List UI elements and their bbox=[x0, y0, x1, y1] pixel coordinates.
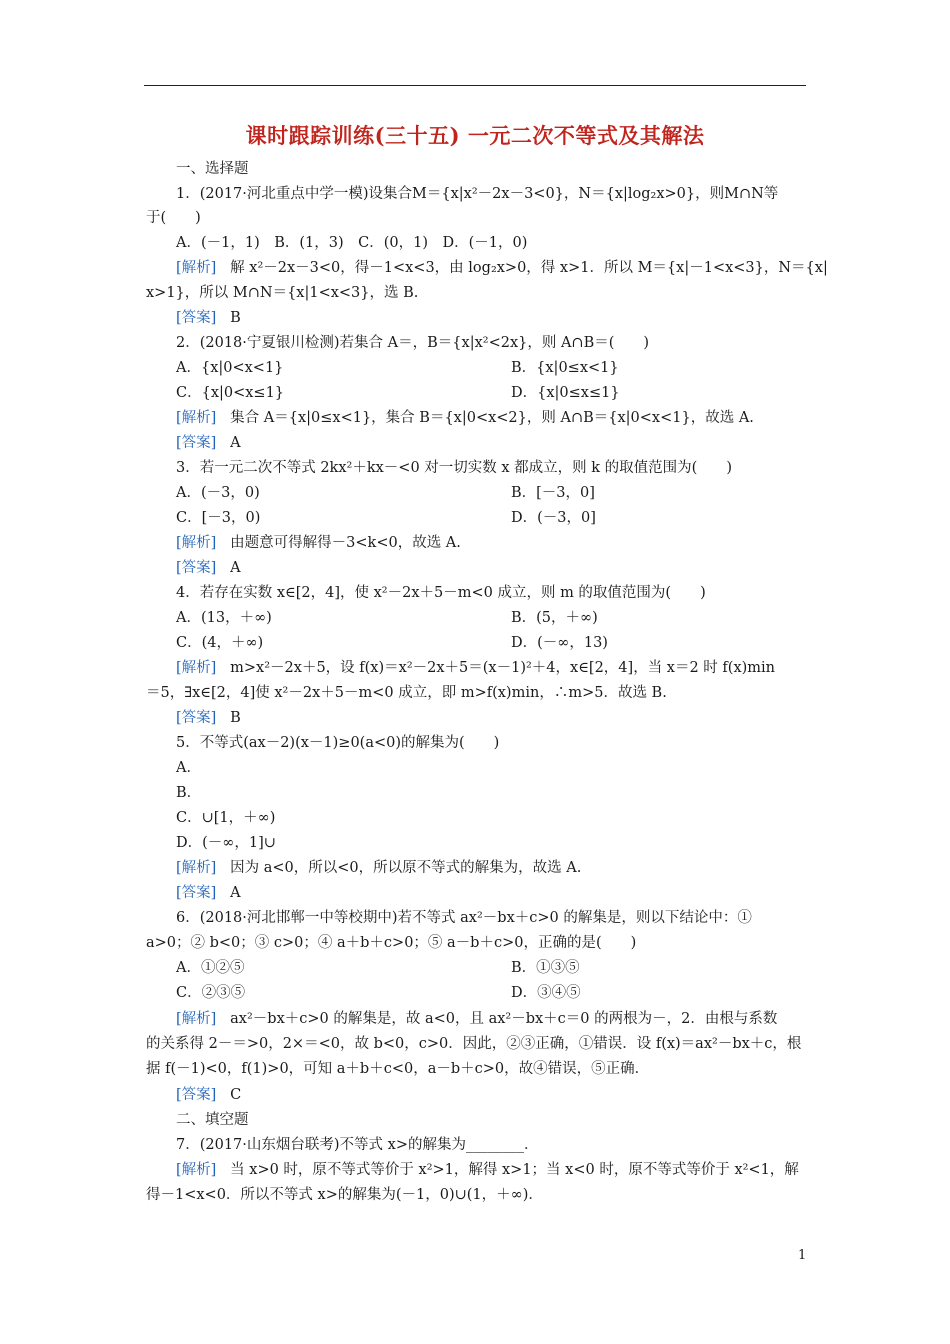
section-heading-choice: 一、选择题 bbox=[176, 161, 249, 177]
q2-option-d: D．{x|0≤x≤1} bbox=[511, 385, 620, 401]
q5-answer bbox=[176, 883, 241, 903]
q3-answer bbox=[176, 558, 241, 578]
q6-analysis-cont-1: 的关系得 2－＝>0，2×＝<0，故 b<0，c>0．因此，②③正确，①错误．设 f(x)＝ax²－bx＋c，根 bbox=[146, 1036, 802, 1052]
answer-tag: [答案] bbox=[176, 435, 217, 451]
q3-analysis bbox=[176, 533, 461, 553]
q5-analysis-text: 因为 a<0，所以<0，所以原不等式的解集为，故选 A. bbox=[230, 860, 582, 876]
answer-tag: [答案] bbox=[176, 310, 217, 326]
q6-option-a: A．①②⑤ bbox=[176, 960, 245, 976]
q3-stem: 3．若一元二次不等式 2kx²＋kx－<0 对一切实数 x 都成立，则 k 的取值范围为( ) bbox=[176, 460, 732, 476]
q4-option-a: A．(13，＋∞) bbox=[176, 610, 272, 626]
q2-answer-value: A bbox=[230, 435, 241, 451]
q1-analysis bbox=[176, 258, 828, 278]
q5-option-d: D．(－∞，1]∪ bbox=[176, 835, 276, 851]
q6-answer bbox=[176, 1085, 241, 1105]
answer-tag: [答案] bbox=[176, 1087, 217, 1103]
analysis-tag: [解析] bbox=[176, 1162, 217, 1178]
q3-answer-value: A bbox=[230, 560, 241, 576]
q3-analysis-text: 由题意可得解得－3<k<0，故选 A. bbox=[230, 535, 461, 551]
q4-analysis-text: m>x²－2x＋5，设 f(x)＝x²－2x＋5＝(x－1)²＋4，x∈[2，4]，当 x＝2 时 f(x)min bbox=[230, 660, 776, 676]
q6-option-c: C．②③⑤ bbox=[176, 985, 246, 1001]
q2-option-c: C．{x|0<x≤1} bbox=[176, 385, 285, 401]
q1-stem: 1．(2017·河北重点中学一模)设集合M＝{x|x²－2x－3<0}，N＝{x|log₂x>0}，则M∩N等 bbox=[176, 186, 779, 202]
q2-analysis-text: 集合 A＝{x|0≤x<1}，集合 B＝{x|0<x<2}，则 A∩B＝{x|0<x<1}，故选 A. bbox=[230, 410, 754, 426]
q4-option-d: D．(－∞，13) bbox=[511, 635, 608, 651]
q7-analysis-cont: 得－1<x<0．所以不等式 x>的解集为(－1，0)∪(1，＋∞)． bbox=[146, 1187, 543, 1203]
q2-option-a: A．{x|0<x<1} bbox=[176, 360, 284, 376]
q6-option-b: B．①③⑤ bbox=[511, 960, 580, 976]
q1-options: A．(－1，1) B．(1，3) C．(0，1) D．(－1，0) bbox=[176, 235, 528, 251]
q3-option-c: C．[－3，0) bbox=[176, 510, 261, 526]
q7-analysis bbox=[176, 1160, 799, 1180]
q6-analysis-cont-2: 据 f(－1)<0，f(1)>0，可知 a＋b＋c<0，a－b＋c>0，故④错误，⑤正确． bbox=[146, 1061, 650, 1077]
q5-option-a: A． bbox=[176, 760, 201, 776]
q6-analysis-text: ax²－bx＋c>0 的解集是，故 a<0，且 ax²－bx＋c＝0 的两根为－，2．由根与系数 bbox=[230, 1011, 778, 1027]
q3-option-d: D．(－3，0] bbox=[511, 510, 596, 526]
page-title: 课时跟踪训练(三十五) 一元二次不等式及其解法 bbox=[245, 123, 705, 148]
q5-option-c: C．∪[1，＋∞) bbox=[176, 810, 276, 826]
q5-analysis bbox=[176, 858, 581, 878]
q1-stem-cont: 于( ) bbox=[146, 210, 201, 226]
q5-stem: 5．不等式(ax－2)(x－1)≥0(a<0)的解集为( ) bbox=[176, 735, 500, 751]
q7-analysis-text: 当 x>0 时，原不等式等价于 x²>1，解得 x>1；当 x<0 时，原不等式等价于 x²<1，解 bbox=[230, 1162, 799, 1178]
q2-option-b: B．{x|0≤x<1} bbox=[511, 360, 619, 376]
q4-option-c: C．(4，＋∞) bbox=[176, 635, 264, 651]
q2-analysis bbox=[176, 408, 754, 428]
q1-answer-value: B bbox=[230, 310, 241, 326]
answer-tag: [答案] bbox=[176, 710, 217, 726]
page-number: 1 bbox=[798, 1248, 807, 1263]
answer-tag: [答案] bbox=[176, 885, 217, 901]
q6-analysis bbox=[176, 1009, 777, 1029]
analysis-tag: [解析] bbox=[176, 660, 217, 676]
analysis-tag: [解析] bbox=[176, 1011, 217, 1027]
q3-option-a: A．(－3，0) bbox=[176, 485, 260, 501]
q6-option-d: D．③④⑤ bbox=[511, 985, 581, 1001]
q5-option-b: B． bbox=[176, 785, 202, 801]
q4-stem: 4．若存在实数 x∈[2，4]，使 x²－2x＋5－m<0 成立，则 m 的取值范围为( ) bbox=[176, 585, 706, 601]
q1-answer bbox=[176, 308, 241, 328]
section-heading-fill: 二、填空题 bbox=[176, 1112, 249, 1128]
q4-analysis-cont: ＝5，∃x∈[2，4]使 x²－2x＋5－m<0 成立，即 m>f(x)min，∴m>5．故选 B. bbox=[146, 685, 667, 701]
q1-analysis-cont: x>1}，所以 M∩N＝{x|1<x<3}，选 B. bbox=[146, 285, 419, 301]
analysis-tag: [解析] bbox=[176, 860, 217, 876]
analysis-tag: [解析] bbox=[176, 535, 217, 551]
q6-stem: 6．(2018·河北邯郸一中等校期中)若不等式 ax²－bx＋c>0 的解集是，则以下结论中：① bbox=[176, 910, 752, 926]
header-rule bbox=[144, 85, 806, 86]
answer-tag: [答案] bbox=[176, 560, 217, 576]
analysis-tag: [解析] bbox=[176, 260, 217, 276]
analysis-tag: [解析] bbox=[176, 410, 217, 426]
q5-answer-value: A bbox=[230, 885, 241, 901]
q2-stem: 2．(2018·宁夏银川检测)若集合 A＝，B＝{x|x²<2x}，则 A∩B＝( ) bbox=[176, 335, 650, 351]
q4-answer-value: B bbox=[230, 710, 241, 726]
q6-answer-value: C bbox=[230, 1087, 242, 1103]
q1-analysis-text: 解 x²－2x－3<0，得－1<x<3，由 log₂x>0，得 x>1．所以 M＝{x|－1<x<3}，N＝{x| bbox=[230, 260, 828, 276]
q7-stem: 7．(2017·山东烟台联考)不等式 x>的解集为________． bbox=[176, 1137, 539, 1153]
q4-option-b: B．(5，＋∞) bbox=[511, 610, 598, 626]
q6-stem-cont: a>0；② b<0；③ c>0；④ a＋b＋c>0；⑤ a－b＋c>0，正确的是( ) bbox=[146, 935, 637, 951]
q3-option-b: B．[－3，0] bbox=[511, 485, 595, 501]
q2-answer bbox=[176, 433, 241, 453]
q4-answer bbox=[176, 708, 241, 728]
q4-analysis bbox=[176, 658, 775, 678]
